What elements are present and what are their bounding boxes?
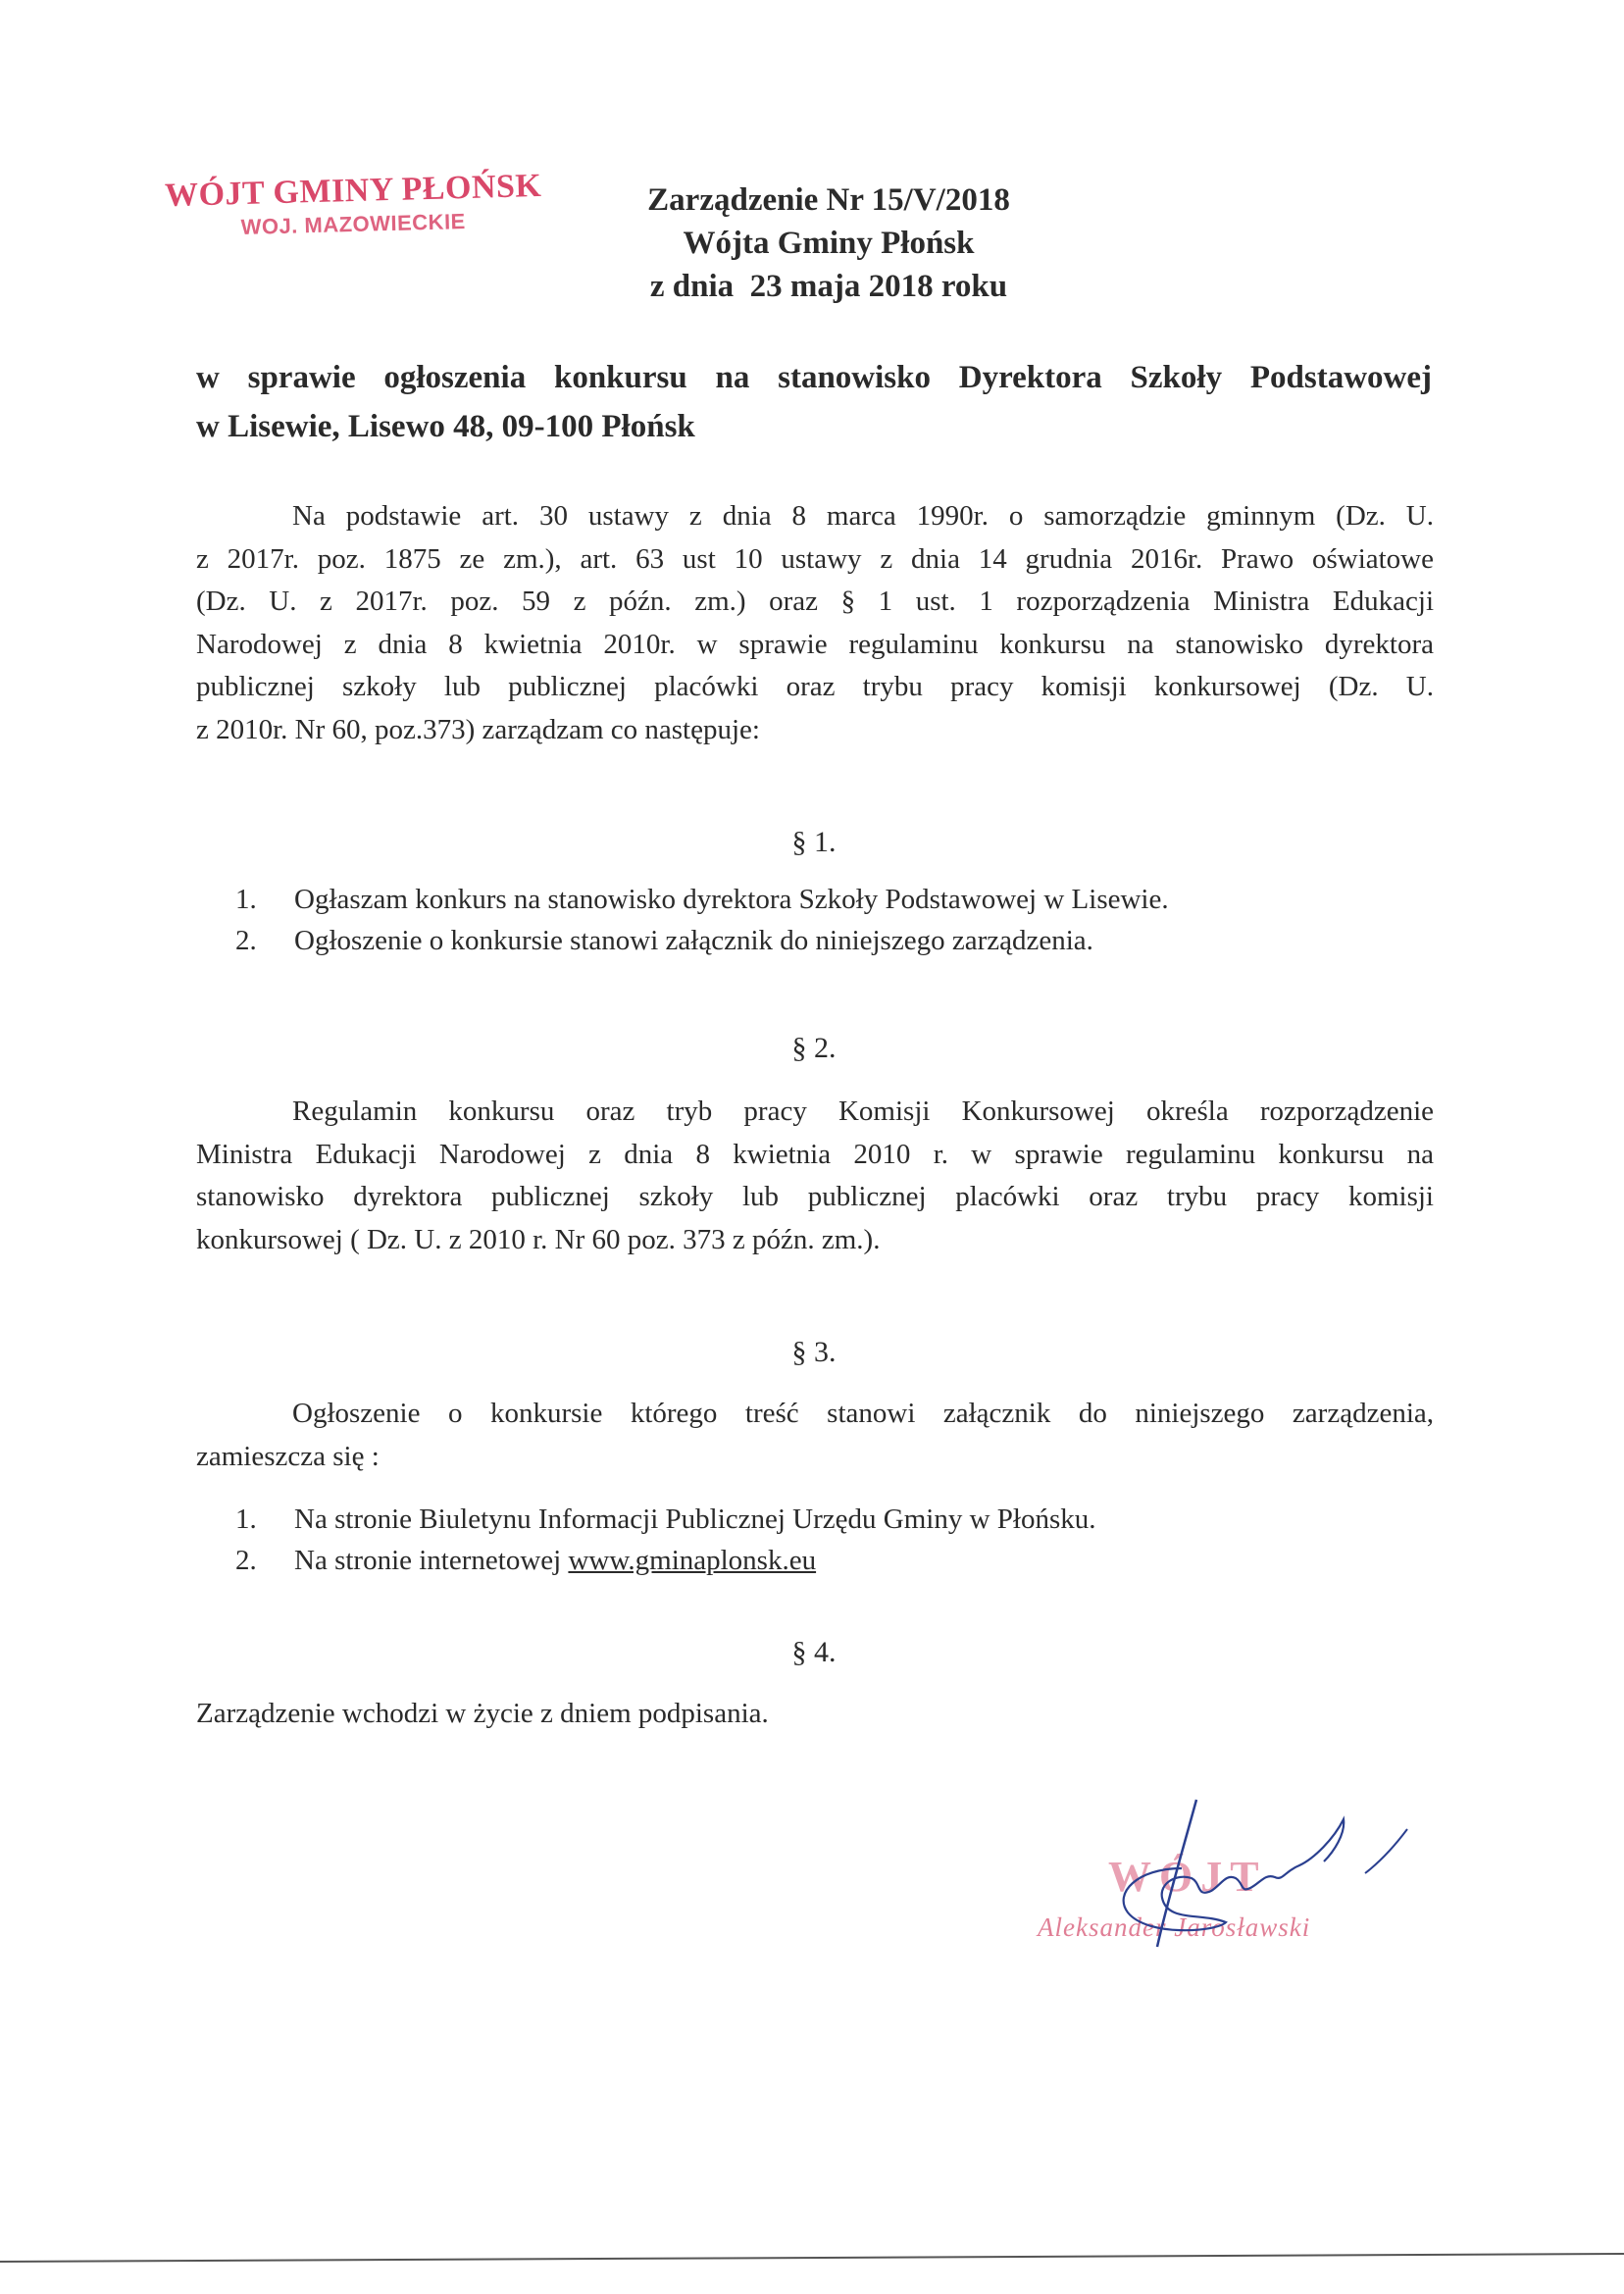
signature-stamp-title: WÓJT [1108, 1853, 1267, 1901]
paragraph-line: stanowisko dyrektora publicznej szkoły lub publicznej placówki oraz trybu pracy komisji [196, 1181, 1434, 1212]
list-text: Na stronie internetowej [294, 1545, 569, 1576]
preamble-line: z 2017r. poz. 1875 ze zm.), art. 63 ust 10 ustawy z dnia 14 grudnia 2016r. Prawo oświatowe [196, 542, 1434, 575]
paragraph-line: Regulamin konkursu oraz tryb pracy Komisji Konkursowej określa rozporządzenie [292, 1096, 1434, 1127]
stamp-region: WOJ. MAZOWIECKIE [240, 209, 467, 239]
list-number: 1. [235, 884, 257, 915]
signature-stamp-name: Aleksander Jarosławski [1038, 1912, 1311, 1942]
stamp-title: WÓJT GMINY PŁOŃSK [164, 167, 542, 215]
list-item [235, 920, 1169, 961]
list-item [235, 879, 1169, 920]
list-item [235, 1540, 1096, 1581]
preamble-line: Na podstawie art. 30 ustawy z dnia 8 marca 1990r. o samorządzie gminnym (Dz. U. [292, 500, 1434, 532]
section-3-body [196, 1393, 1434, 1478]
list-text: Ogłaszam konkurs na stanowisko dyrektora Szkoły Podstawowej w Lisewie. [294, 884, 1169, 915]
signature-block [1020, 1775, 1432, 1952]
paragraph-line: Zarządzenie wchodzi w życie z dniem podpisania. [196, 1698, 769, 1729]
list-number: 2. [235, 925, 257, 956]
section-4-heading: § 4. [791, 1636, 837, 1668]
section-2-body [196, 1091, 1434, 1261]
list-item [235, 1499, 1096, 1540]
document-header [549, 178, 1108, 308]
preamble-line: Narodowej z dnia 8 kwietnia 2010r. w sprawie regulaminu konkursu na stanowisko dyrektora [196, 628, 1434, 660]
paragraph-line: Ogłoszenie o konkursie którego treść stanowi załącznik do niniejszego zarządzenia, [292, 1398, 1434, 1429]
document-subject [196, 353, 1432, 451]
list-number: 1. [235, 1504, 257, 1535]
section-3-heading: § 3. [791, 1336, 837, 1368]
subject-line-1: w sprawie ogłoszenia konkursu na stanowisko Dyrektora Szkoły Podstawowej [196, 360, 1432, 395]
section-1-heading: § 1. [791, 826, 837, 858]
handwritten-signature-icon [1020, 1775, 1432, 1962]
section-3-list [235, 1499, 1096, 1581]
preamble-line: z 2010r. Nr 60, poz.373) zarządzam co następuje: [196, 713, 760, 745]
section-1-list [235, 879, 1169, 961]
document-issuer: Wójta Gminy Płońsk [683, 226, 975, 261]
list-text: Ogłoszenie o konkursie stanowi załącznik do niniejszego zarządzenia. [294, 925, 1093, 956]
paragraph-line: zamieszcza się : [196, 1440, 380, 1472]
document-title: Zarządzenie Nr 15/V/2018 [647, 182, 1010, 218]
section-4-body [196, 1693, 1434, 1736]
preamble-line: publicznej szkoły lub publicznej placówki oraz trybu pracy komisji konkursowej (Dz. U. [196, 671, 1434, 702]
scan-edge-line [0, 2252, 1624, 2264]
subject-line-2: w Lisewie, Lisewo 48, 09-100 Płońsk [196, 409, 695, 444]
preamble [196, 495, 1434, 751]
paragraph-line: Ministra Edukacji Narodowej z dnia 8 kwietnia 2010 r. w sprawie regulaminu konkursu na [196, 1138, 1434, 1170]
official-stamp [164, 167, 542, 239]
section-2-heading: § 2. [791, 1032, 837, 1064]
document-date: z dnia 23 maja 2018 roku [649, 269, 1008, 304]
paragraph-line: konkursowej ( Dz. U. z 2010 r. Nr 60 poz. 373 z późn. zm.). [196, 1223, 881, 1255]
preamble-line: (Dz. U. z 2017r. poz. 59 z późn. zm.) oraz § 1 ust. 1 rozporządzenia Ministra Edukacji [196, 586, 1434, 617]
list-text: Na stronie Biuletynu Informacji Publicznej Urzędu Gminy w Płońsku. [294, 1504, 1096, 1535]
website-link[interactable]: www.gminaplonsk.eu [568, 1545, 817, 1576]
list-number: 2. [235, 1545, 257, 1576]
